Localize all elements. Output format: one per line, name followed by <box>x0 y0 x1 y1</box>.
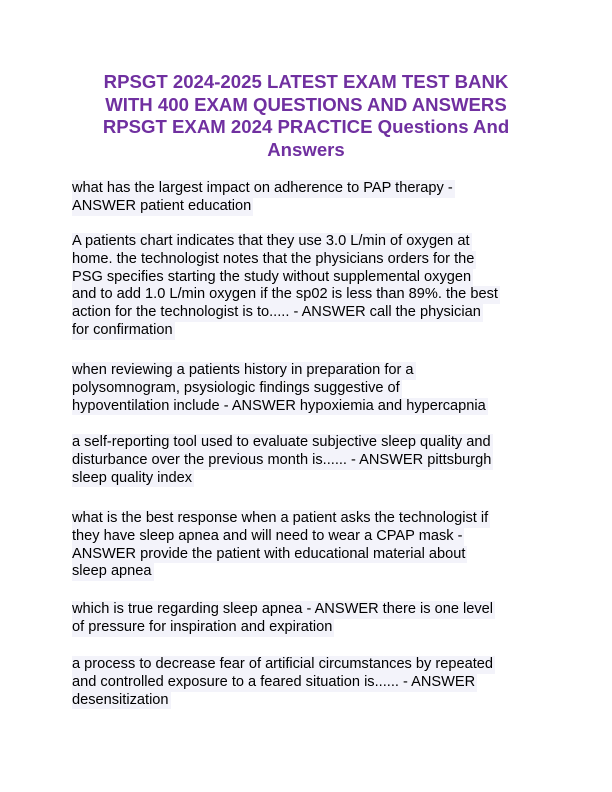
qa-line: disturbance over the previous month is...... - ANSWER pittsburgh <box>72 451 492 468</box>
qa-line: what has the largest impact on adherence to PAP therapy - <box>72 180 453 196</box>
title-line: RPSGT EXAM 2024 PRACTICE Questions And <box>102 116 510 138</box>
title-line: WITH 400 EXAM QUESTIONS AND ANSWERS <box>105 93 507 115</box>
qa-line: which is true regarding sleep apnea - ANSWER there is one level <box>72 601 494 617</box>
qa-line: of pressure for inspiration and expiration <box>72 618 333 635</box>
qa-item <box>72 601 542 637</box>
qa-line: action for the technologist is to..... - ANSWER call the physician <box>72 304 481 321</box>
qa-line: a process to decrease fear of artificial circumstances by repeated <box>72 656 493 672</box>
qa-item <box>72 233 542 340</box>
qa-line: polysomnogram, psysiologic findings suggestive of <box>72 379 400 396</box>
qa-line: A patients chart indicates that they use 3.0 L/min of oxygen at <box>72 233 470 249</box>
qa-line: hypoventilation include - ANSWER hypoxiemia and hypercapnia <box>72 397 486 414</box>
qa-line: ANSWER patient education <box>72 197 252 214</box>
qa-item <box>72 180 542 216</box>
qa-line: sleep apnea <box>72 563 152 580</box>
qa-line: home. the technologist notes that the physicians orders for the <box>72 250 475 267</box>
qa-line: a self-reporting tool used to evaluate subjective sleep quality and <box>72 434 491 450</box>
qa-line: for confirmation <box>72 321 173 338</box>
qa-line: what is the best response when a patient asks the technologist if <box>72 510 489 526</box>
qa-item <box>72 656 542 709</box>
qa-line: when reviewing a patients history in preparation for a <box>72 362 414 378</box>
qa-line: and controlled exposure to a feared situation is...... - ANSWER <box>72 673 476 690</box>
qa-line: desensitization <box>72 691 169 708</box>
title-line: Answers <box>267 139 345 161</box>
qa-item <box>72 362 542 415</box>
title-line: RPSGT 2024-2025 LATEST EXAM TEST BANK <box>103 71 509 92</box>
qa-line: sleep quality index <box>72 469 193 486</box>
qa-line: and to add 1.0 L/min oxygen if the sp02 is less than 89%. the best <box>72 286 498 303</box>
qa-line: ANSWER provide the patient with educational material about <box>72 545 466 562</box>
qa-item <box>72 510 542 581</box>
document-title <box>60 71 552 162</box>
qa-item <box>72 434 542 487</box>
qa-line: PSG specifies starting the study without supplemental oxygen <box>72 268 472 285</box>
qa-line: they have sleep apnea and will need to wear a CPAP mask - <box>72 527 463 544</box>
